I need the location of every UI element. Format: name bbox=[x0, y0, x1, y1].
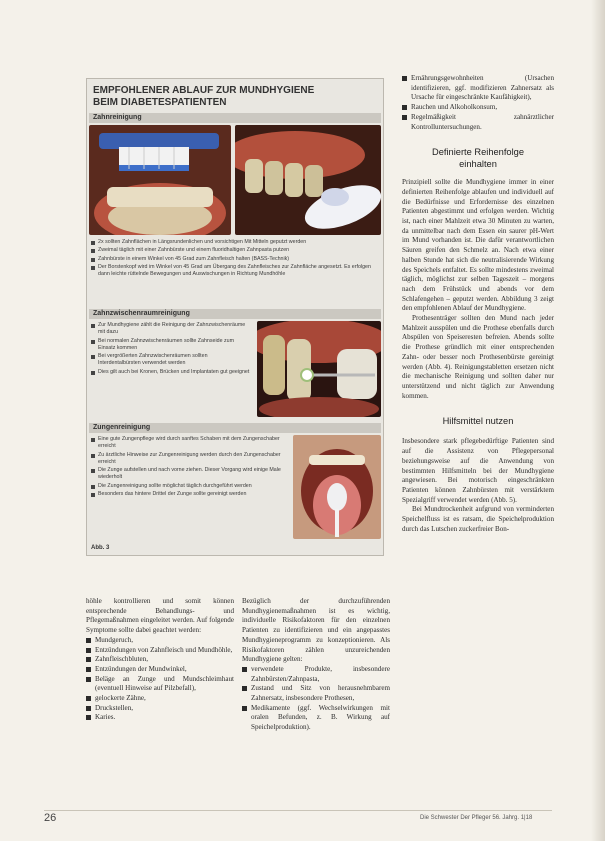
list-item: Zur Mundhygiene zählt die Reinigung der Zahnzwischenräume mit dazu bbox=[91, 322, 251, 337]
list-item: Dies gilt auch bei Kronen, Brücken und Implantaten gut geeignet bbox=[91, 369, 251, 376]
list-item: Eine gute Zungenpflege wird durch sanftes Schaben mit dem Zungenschaber erreicht bbox=[91, 436, 287, 451]
list-item: Bei normalen Zahnzwischenräumen sollte Zahnseide zum Einsatz kommen bbox=[91, 338, 251, 353]
list-item: Medikamente (ggf. Wechselwirkungen mit oralen Befunden, z. B. Wirkung auf Speichelproduktion). bbox=[242, 704, 390, 733]
figure-caption: Abb. 3 bbox=[91, 545, 110, 551]
list-item: 2x sollten Zahnflächen in Längsrundenlichen und vorsichtigen Mit Mitteln geputzt werden bbox=[91, 239, 379, 246]
list-item: Ernährungsgewohnheiten (Ursachen identifizieren, ggf. modifizieren Zahnersatz als Ursache für eingeschränkte Kaufähigkeit), bbox=[402, 74, 554, 103]
list-item: Zweimal täglich mit einer Zahnbürste und einem fluoridhaltigen Zahnpasta putzen bbox=[91, 247, 379, 254]
paragraph: höhle kontrollieren und somit können entsprechende Behandlungs- und Pflegemaßnahmen eingeleitet werden. Auf folgende Symptome sollte dabei geachtet werden: bbox=[86, 597, 234, 635]
list-item: verwendete Produkte, insbesondere Zahnbürsten/Zahnpasta, bbox=[242, 665, 390, 684]
list-item: Regelmäßigkeit zahnärztlicher Kontrolluntersuchungen. bbox=[402, 113, 554, 132]
list-item: Der Borstenkopf wird im Winkel von 45 Grad am Übergang des Zahnfleisches zur Zahnfläche angesetzt. Es erfolgen dann leichte rüttelnde Bewegungen und Auswischungen in Richtung Mundhöhle bbox=[91, 264, 379, 279]
paragraph: Bei Mundtrockenheit aufgrund von verminderten Speichelfluss ist es ratsam, die Speichelproduktion durch das Lutschen zuckerfreier Bon- bbox=[402, 505, 554, 533]
list-item: Beläge an Zunge und Mundschleimhaut (eventuell Hinweise auf Pilzbefall), bbox=[86, 675, 234, 694]
box-title-line1: EMPFOHLENER ABLAUF ZUR MUNDHYGIENE bbox=[93, 85, 315, 96]
section-1-bullets bbox=[91, 239, 379, 279]
journal-footer: Die Schwester Der Pfleger 56. Jahrg. 1|18 bbox=[420, 815, 533, 821]
section-2-bullets bbox=[91, 322, 251, 377]
list-item: Entzündungen der Mundwinkel, bbox=[86, 665, 234, 675]
list-item: Zustand und Sitz von herausnehmbarem Zahnersatz, insbesondere Prothesen, bbox=[242, 684, 390, 703]
heading-line1: Definierte Reihenfolge bbox=[432, 147, 524, 158]
section-label-zahnzwischenraum: Zahnzwischenraumreinigung bbox=[89, 309, 381, 319]
toothbrush-photo-2 bbox=[235, 125, 381, 235]
heading-line2: einhalten bbox=[459, 159, 497, 170]
right-top-list bbox=[402, 74, 554, 132]
paragraph: Prinzipiell sollte die Mundhygiene immer in einer definierten Reihenfolge ablaufen und individuell auf die Bedürfnisse und Erfordernisse des einzelnen Patienten abgestimmt und erfolgen werden. Wichtig ist, nach einer Mahlzeit etwa 30 Minuten zu warten, da unmittelbar nach dem Essen ein saurer pH-Wert im Mund vorhanden ist. Die dafür verantwortlichen Säuren greifen den Schmelz an. Nach etwa einer halben Stunde hat sich die neutralisierende Wirkung des Speichels entfaltet. Es sollte mindestens zweimal täglich, möglichst zur selben Tageszeit – morgens nach dem Frühstück und abends vor dem Schlafengehen – geputzt werden. Abbildung 3 zeigt den empfohlenen Ablauf der Mundhygiene. bbox=[402, 178, 554, 313]
list-item: Zu ärztliche Hinweise zur Zungenreinigung werden durch den Zungenschaber erreicht bbox=[91, 452, 287, 467]
footer-rule bbox=[44, 810, 552, 811]
section-heading-reihenfolge bbox=[402, 146, 554, 170]
page-number: 26 bbox=[44, 812, 57, 824]
symptom-list bbox=[86, 636, 234, 723]
list-item: Druckstellen, bbox=[86, 704, 234, 714]
right-column bbox=[402, 74, 554, 534]
list-item: Zahnbürste in einem Winkel von 45 Grad zum Zahnfleisch halten (BASS-Technik) bbox=[91, 256, 379, 263]
list-item: Entzündungen von Zahnfleisch und Mundhöhle, bbox=[86, 646, 234, 656]
section-heading-hilfsmittel: Hilfsmittel nutzen bbox=[442, 416, 514, 427]
paragraph: Insbesondere stark pflegebedürftige Patienten sind auf die Assistenz von Pflegepersonal beziehungsweise auf die Anwendung von bestimmten Hilfsmitteln bei der Mundhygiene angewiesen. Bei motorisch eingeschränkten Patienten können Zahnbürsten mit verstärktem Spezialgriff verwendet werden (Abb. 5). bbox=[402, 437, 554, 504]
list-item: Besonders das hintere Drittel der Zunge sollte gereinigt werden bbox=[91, 491, 287, 498]
list-item: Bei vergrößerten Zahnzwischenräumen sollten Interdentalbürsten verwendet werden bbox=[91, 353, 251, 368]
paragraph: Prothesenträger sollten den Mund nach jeder Mahlzeit ausspülen und die Prothese ebenfalls durch Abspülen von Speiseresten befreien. Abends sollte die Prothese gründlich mit einer entsprechenden Zahn- oder besser noch Prothesenbürste gereinigt werden (Abb. 4). Reinigungstabletten ersetzen nicht die mechanische Reinigung und sollten daher nur unterstützend und nicht täglich zur Anwendung kommen. bbox=[402, 314, 554, 400]
toothbrush-photo-1 bbox=[89, 125, 231, 235]
list-item: Rauchen und Alkoholkonsum, bbox=[402, 103, 554, 113]
list-item: Die Zunge aufstellen und nach vorne ziehen. Dieser Vorgang wird einige Male wiederholt bbox=[91, 467, 287, 482]
page-edge-shadow bbox=[591, 0, 605, 841]
list-item: gelockerte Zähne, bbox=[86, 694, 234, 704]
section-3-bullets bbox=[91, 436, 287, 499]
bottom-column-1 bbox=[86, 597, 234, 723]
box-title bbox=[93, 85, 379, 109]
risk-factor-list bbox=[242, 665, 390, 733]
list-item: Karies. bbox=[86, 713, 234, 723]
section-label-zahnreinigung: Zahnreinigung bbox=[89, 113, 381, 123]
tongue-photo bbox=[293, 435, 381, 539]
list-item: Die Zungenreinigung sollte möglichst täglich durchgeführt werden bbox=[91, 483, 287, 490]
mouth-hygiene-box bbox=[86, 78, 384, 556]
bottom-column-2 bbox=[242, 597, 390, 733]
paragraph: Bezüglich der durchzuführenden Mundhygienemaßnahmen ist es wichtig, individuelle Risikofaktoren für den einzelnen Patienten zu identifizieren und ein angepasstes Mundhygieneprogramm zu konzeptionieren. Als Risikofaktoren zählen unzureichenden Mundhygiene gelten: bbox=[242, 597, 390, 664]
section-label-zungenreinigung: Zungenreinigung bbox=[89, 423, 381, 433]
list-item: Zahnfleischbluten, bbox=[86, 655, 234, 665]
interdental-photo bbox=[257, 321, 381, 417]
list-item: Mundgeruch, bbox=[86, 636, 234, 646]
box-title-line2: BEIM DIABETESPATIENTEN bbox=[93, 97, 227, 108]
